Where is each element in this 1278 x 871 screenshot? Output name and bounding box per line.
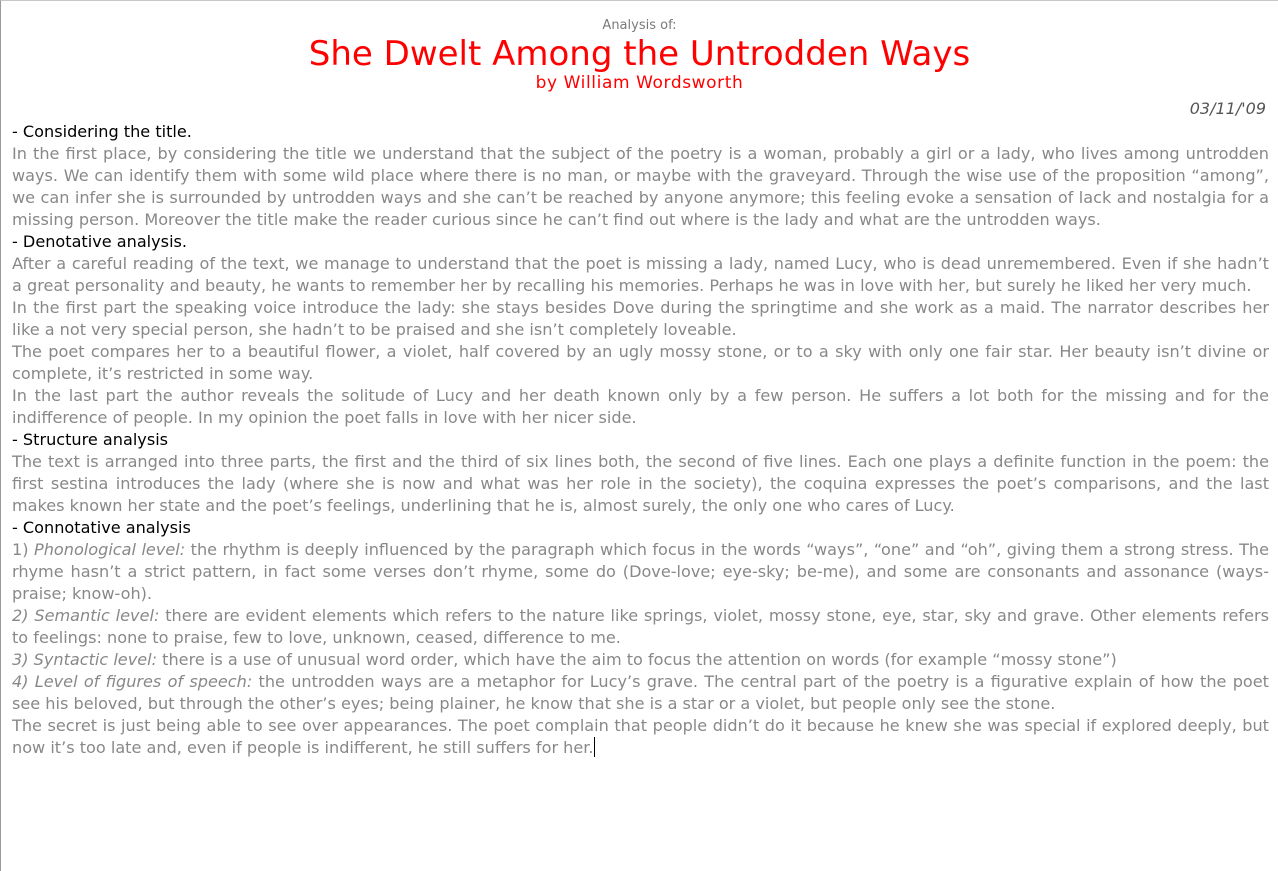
level-text-phonological: the rhythm is deeply influenced by the paragraph which focus in the words “ways”, “one” and “oh”, giving them a strong stress. The rhyme hasn’t a strict pattern, in fact some verses don’t rhyme, some do (Dove-love; eye-sky; be-me), and some are consonants and assonance (ways-praise; know-oh). xyxy=(12,540,1269,603)
document-header xyxy=(1,1,1278,93)
paragraph-semantic-level xyxy=(12,605,1269,649)
heading-considering-title: - Considering the title. xyxy=(12,122,192,141)
level-label-syntactic: 3) Syntactic level: xyxy=(12,650,158,669)
closing-text: The secret is just being able to see over appearances. The poet complain that people didn’t do it because he knew she was special if explored deeply, but now it’s too late and, even if people is indifferent, he still suffers for her. xyxy=(12,716,1269,757)
paragraph-denotative-1: After a careful reading of the text, we manage to understand that the poet is missing a lady, named Lucy, who is dead unremembered. Even if she hadn’t a great personality and beauty, he wants to remember her by recalling his memories. Perhaps he was in love with her, but surely he liked her very much. xyxy=(12,254,1269,295)
level-number: 1) xyxy=(12,540,34,559)
document-body[interactable] xyxy=(12,121,1269,759)
paragraph-title-analysis: In the first place, by considering the title we understand that the subject of the poetry is a woman, probably a girl or a lady, who lives among untrodden ways. We can identify them with some wild place where there is no man, or maybe with the graveyard. Through the wise use of the proposition “among”, we can infer she is surrounded by untrodden ways and she can’t be reached by anyone anymore; this feeling evoke a sensation of lack and nostalgia for a missing person. Moreover the title make the reader curious since he can’t find out where is the lady and what are the untrodden ways. xyxy=(12,144,1269,229)
pre-title: Analysis of: xyxy=(602,18,677,33)
paragraph-denotative-3: The poet compares her to a beautiful flower, a violet, half covered by an ugly mossy stone, or to a sky with only one fair star. Her beauty isn’t divine or complete, it’s restricted in some way. xyxy=(12,342,1269,383)
paragraph-denotative-4: In the last part the author reveals the solitude of Lucy and her death known only by a few person. He suffers a lot both for the missing and for the indifference of people. In my opinion the poet falls in love with her nicer side. xyxy=(12,386,1269,427)
text-cursor xyxy=(594,737,595,757)
paragraph-figures-of-speech xyxy=(12,671,1269,715)
level-text-figures: the untrodden ways are a metaphor for Lucy’s grave. The central part of the poetry is a figurative explain of how the poet see his beloved, but through the other’s eyes; being plainer, he know that she is a star or a violet, but people only see the stone. xyxy=(12,672,1269,713)
paragraph-phonological-level xyxy=(12,539,1269,605)
heading-connotative-analysis: - Connotative analysis xyxy=(12,518,191,537)
paragraph-denotative-2: In the first part the speaking voice introduce the lady: she stays besides Dove during the springtime and she work as a maid. The narrator describes her like a not very special person, she hadn’t to be praised and she isn’t completely loveable. xyxy=(12,298,1269,339)
paragraph-closing xyxy=(12,715,1269,759)
paragraph-structure: The text is arranged into three parts, the first and the third of six lines both, the second of five lines. Each one plays a definite function in the poem: the first sestina introduces the lady (where she is now and what was her role in the society), the coquina expresses the poet’s comparisons, and the last makes known her state and the poet’s feelings, underlining that he is, almost surely, the only one who cares of Lucy. xyxy=(12,452,1269,515)
heading-structure-analysis: - Structure analysis xyxy=(12,430,169,449)
document-date: 03/11/'09 xyxy=(1189,99,1266,118)
byline: by William Wordsworth xyxy=(535,73,744,93)
heading-denotative-analysis: - Denotative analysis. xyxy=(12,232,188,251)
level-label-phonological: Phonological level: xyxy=(34,540,186,559)
level-label-semantic: 2) Semantic level: xyxy=(12,606,160,625)
document-title: She Dwelt Among the Untrodden Ways xyxy=(308,34,971,74)
level-text-semantic: there are evident elements which refers to the nature like springs, violet, mossy stone, eye, star, sky and grave. Other elements refers to feelings: none to praise, few to love, unknown, ceased, difference to me. xyxy=(12,606,1269,647)
level-label-figures: 4) Level of figures of speech: xyxy=(12,672,253,691)
level-text-syntactic: there is a use of unusual word order, which have the aim to focus the attention on words (for example “mossy stone”) xyxy=(157,650,1117,669)
paragraph-syntactic-level xyxy=(12,649,1269,671)
